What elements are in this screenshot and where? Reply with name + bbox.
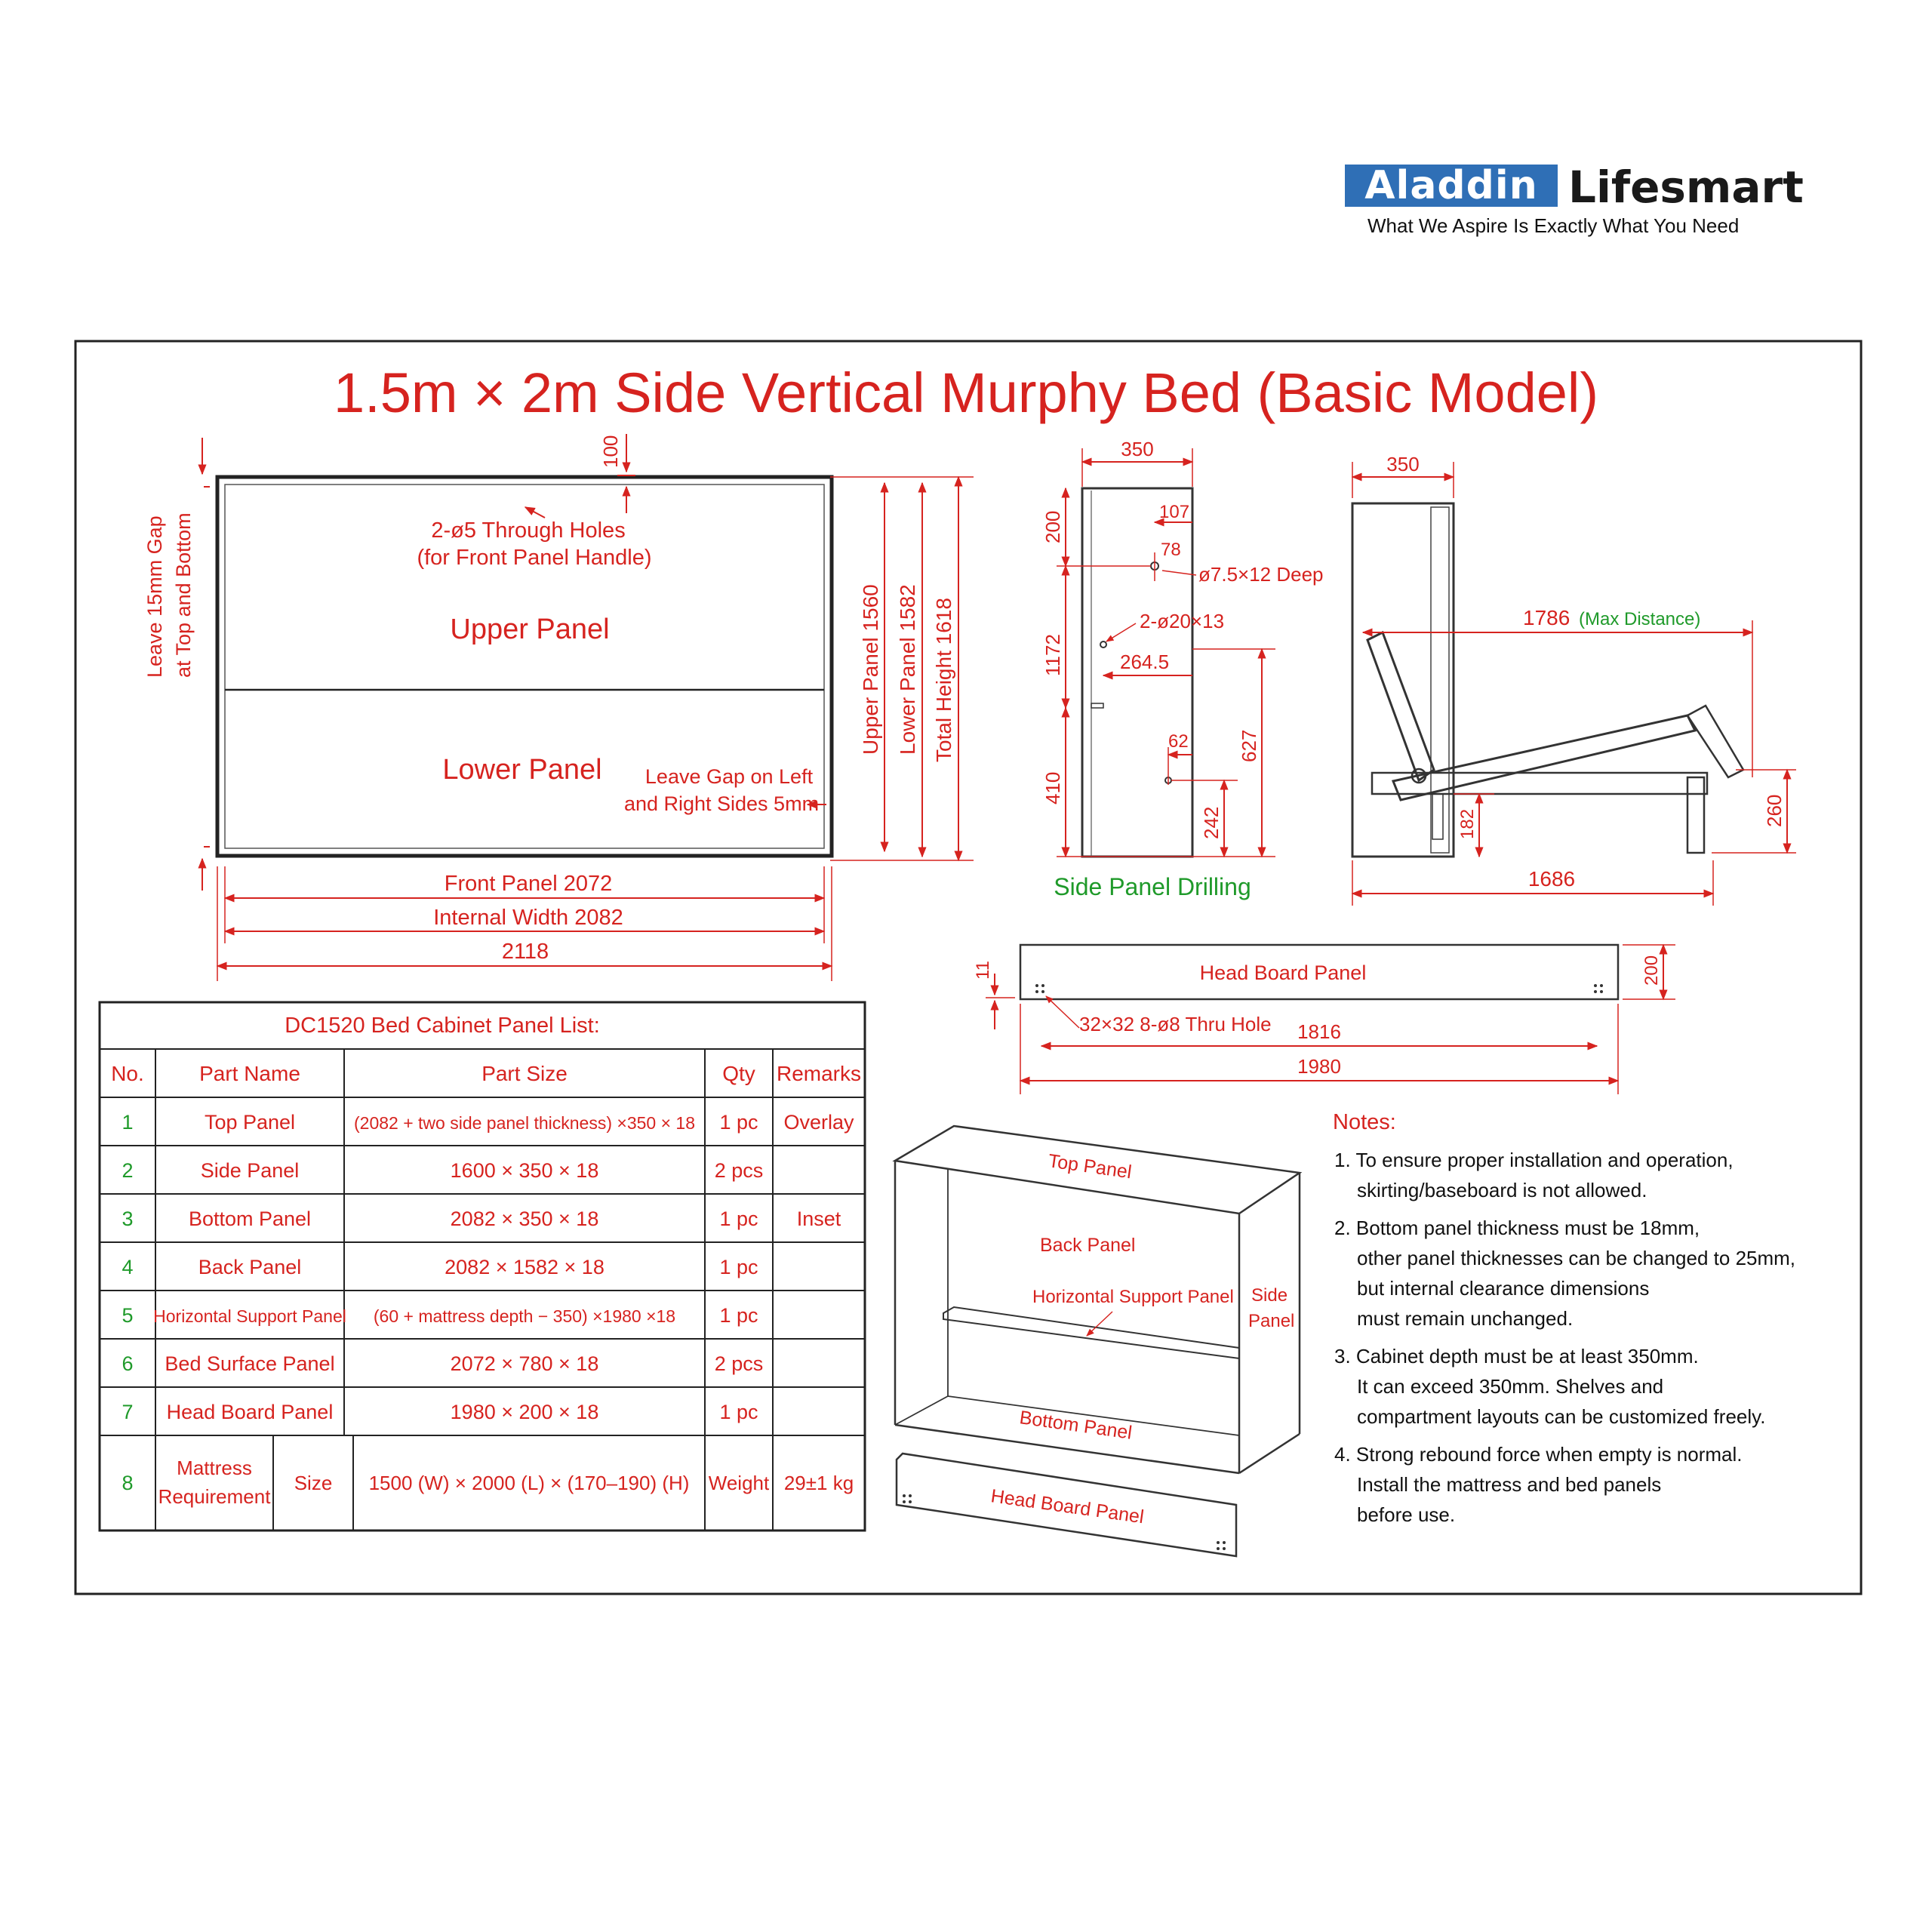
note-line: must remain unchanged.: [1357, 1307, 1574, 1330]
table-cell-qty: 1 pc: [719, 1111, 758, 1134]
table-header-0: No.: [111, 1062, 144, 1085]
note-line: compartment layouts can be customized freely.: [1357, 1405, 1766, 1428]
table-cell-qty: 1 pc: [719, 1401, 758, 1423]
row8-weight-label: Weight: [708, 1472, 770, 1494]
hole-spec-1: ø7.5×12 Deep: [1198, 563, 1324, 586]
table-cell-no: 4: [122, 1256, 134, 1278]
iso-label-back: Back Panel: [1040, 1235, 1136, 1256]
headboard-view: [973, 945, 1675, 1094]
headboard-label: Head Board Panel: [1199, 961, 1367, 984]
upper-panel-label: Upper Panel: [450, 614, 610, 645]
side-panel-drilling: [1041, 438, 1324, 900]
dim-62: 62: [1168, 731, 1189, 752]
dim-upper-panel: Upper Panel 1560: [859, 584, 882, 755]
note-line: but internal clearance dimensions: [1357, 1277, 1650, 1300]
dim-lower-panel: Lower Panel 1582: [896, 584, 919, 755]
mechanism-view: [1352, 453, 1796, 906]
dim-1786: 1786: [1523, 606, 1571, 629]
note-line: other panel thicknesses can be changed to 25mm,: [1357, 1247, 1796, 1269]
table-cell-name: Bottom Panel: [188, 1208, 312, 1230]
holes-note-2: (for Front Panel Handle): [417, 546, 652, 570]
table-cell-name: Bed Surface Panel: [165, 1352, 335, 1375]
table-cell-no: 7: [122, 1401, 134, 1423]
note-line: It can exceed 350mm. Shelves and: [1357, 1375, 1664, 1398]
table-cell-qty: 1 pc: [719, 1304, 758, 1327]
hole-spec-2: 2-ø20×13: [1140, 610, 1225, 632]
note-line: skirting/baseboard is not allowed.: [1357, 1179, 1647, 1201]
notes: [1333, 1110, 1795, 1526]
dim-264-5: 264.5: [1120, 651, 1170, 673]
table-header-2: Part Size: [481, 1062, 568, 1085]
table-cell-no: 1: [122, 1111, 134, 1134]
dim-1980: 1980: [1297, 1055, 1341, 1078]
table-cell-qty: 1 pc: [719, 1208, 758, 1230]
panel-list-table: [100, 1002, 865, 1531]
table-cell-size: 2072 × 780 × 18: [450, 1352, 599, 1375]
note-line: 3. Cabinet depth must be at least 350mm.: [1334, 1345, 1699, 1367]
dim-1172: 1172: [1041, 634, 1064, 676]
row8-no: 8: [122, 1472, 134, 1494]
max-distance-note: (Max Distance): [1579, 609, 1701, 629]
cabinet-side-outline: [1352, 503, 1454, 857]
dim-total-height: Total Height 1618: [932, 598, 955, 762]
table-cell-size: 1600 × 350 × 18: [450, 1159, 599, 1182]
table-title: DC1520 Bed Cabinet Panel List:: [285, 1014, 600, 1038]
gap-lr-note-2: and Right Sides 5mm: [623, 792, 820, 815]
note-line: before use.: [1357, 1503, 1456, 1526]
row8-name-1: Mattress: [177, 1457, 252, 1479]
headboard-dim-200: 200: [1641, 955, 1662, 986]
bed-frame-lowered: [1393, 715, 1695, 800]
iso-label-bottom: Bottom Panel: [1018, 1407, 1134, 1444]
table-cell-name: Horizontal Support Panel: [153, 1306, 346, 1326]
dim-627: 627: [1238, 729, 1260, 762]
dim-260: 260: [1763, 794, 1786, 827]
table-cell-name: Head Board Panel: [166, 1401, 334, 1423]
table-header-4: Remarks: [776, 1062, 862, 1085]
tagline: What We Aspire Is Exactly What You Need: [1367, 214, 1740, 237]
lower-panel-label: Lower Panel: [442, 754, 602, 786]
row8-size: 1500 (W) × 2000 (L) × (170–190) (H): [368, 1472, 690, 1494]
iso-label-support: Horizontal Support Panel: [1032, 1287, 1234, 1307]
lift-arm: [1367, 632, 1434, 780]
table-cell-name: Side Panel: [200, 1159, 300, 1182]
iso-label-side-1: Side: [1251, 1285, 1288, 1306]
side-drilling-label: Side Panel Drilling: [1054, 873, 1251, 900]
dim-242: 242: [1200, 806, 1223, 839]
note-line: 4. Strong rebound force when empty is normal.: [1334, 1443, 1743, 1466]
isometric-cabinet: [895, 1126, 1300, 1556]
dim-107: 107: [1159, 502, 1190, 522]
notes-title: Notes:: [1333, 1110, 1396, 1134]
table-cell-no: 2: [122, 1159, 134, 1182]
table-cell-name: Back Panel: [198, 1256, 302, 1278]
table-header-1: Part Name: [199, 1062, 300, 1085]
table-header-3: Qty: [722, 1062, 755, 1085]
dim-front-panel: Front Panel 2072: [444, 872, 613, 896]
dim-182: 182: [1457, 808, 1478, 839]
table-cell-no: 3: [122, 1208, 134, 1230]
dim-350: 350: [1121, 438, 1154, 460]
front-view: [143, 434, 974, 981]
dim-78: 78: [1161, 540, 1181, 560]
note-line: 1. To ensure proper installation and operation,: [1334, 1149, 1734, 1171]
table-cell-size: (2082 + two side panel thickness) ×350 × 18: [354, 1113, 695, 1133]
dim-410: 410: [1041, 771, 1064, 804]
table-cell-qty: 2 pcs: [714, 1352, 764, 1375]
row8-weight: 29±1 kg: [783, 1472, 854, 1494]
table-cell-no: 6: [122, 1352, 134, 1375]
table-cell-remarks: Inset: [796, 1208, 841, 1230]
row8-name-2: Requirement: [158, 1485, 271, 1508]
dim-11: 11: [973, 961, 993, 980]
dim-200: 200: [1041, 510, 1064, 543]
table-cell-size: 2082 × 1582 × 18: [445, 1256, 605, 1278]
table-cell-qty: 1 pc: [719, 1256, 758, 1278]
table-cell-size: 2082 × 350 × 18: [450, 1208, 599, 1230]
dim-1816: 1816: [1297, 1020, 1341, 1043]
iso-label-top: Top Panel: [1047, 1150, 1134, 1183]
gap-tb-note-1: Leave 15mm Gap: [143, 515, 166, 678]
iso-label-side-2: Panel: [1248, 1311, 1295, 1331]
logo-part2: Lifesmart: [1568, 162, 1804, 213]
drawing-title: 1.5m × 2m Side Vertical Murphy Bed (Basic Model): [334, 361, 1598, 424]
iso-label-headboard: Head Board Panel: [989, 1485, 1146, 1528]
dim-internal-width: Internal Width 2082: [433, 906, 623, 930]
table-cell-remarks: Overlay: [783, 1111, 854, 1134]
dim-total-width: 2118: [501, 940, 549, 964]
gap-lr-note-1: Leave Gap on Left: [645, 765, 814, 788]
table-cell-size: (60 + mattress depth − 350) ×1980 ×18: [373, 1306, 676, 1326]
gap-tb-note-2: at Top and Bottom: [172, 512, 195, 678]
table-cell-qty: 2 pcs: [714, 1159, 764, 1182]
table-cell-no: 5: [122, 1304, 134, 1327]
note-line: 2. Bottom panel thickness must be 18mm,: [1334, 1217, 1700, 1239]
table-cell-name: Top Panel: [204, 1111, 296, 1134]
table-cell-size: 1980 × 200 × 18: [450, 1401, 599, 1423]
row8-size-label: Size: [294, 1472, 333, 1494]
note-line: Install the mattress and bed panels: [1357, 1473, 1662, 1496]
headboard-holes: 32×32 8-ø8 Thru Hole: [1079, 1013, 1272, 1035]
dim-top-100: 100: [599, 435, 622, 468]
mech-dim-350: 350: [1386, 453, 1420, 475]
logo-part1: Aladdin: [1364, 163, 1538, 208]
dim-1686: 1686: [1527, 867, 1576, 891]
holes-note-1: 2-ø5 Through Holes: [431, 518, 626, 543]
